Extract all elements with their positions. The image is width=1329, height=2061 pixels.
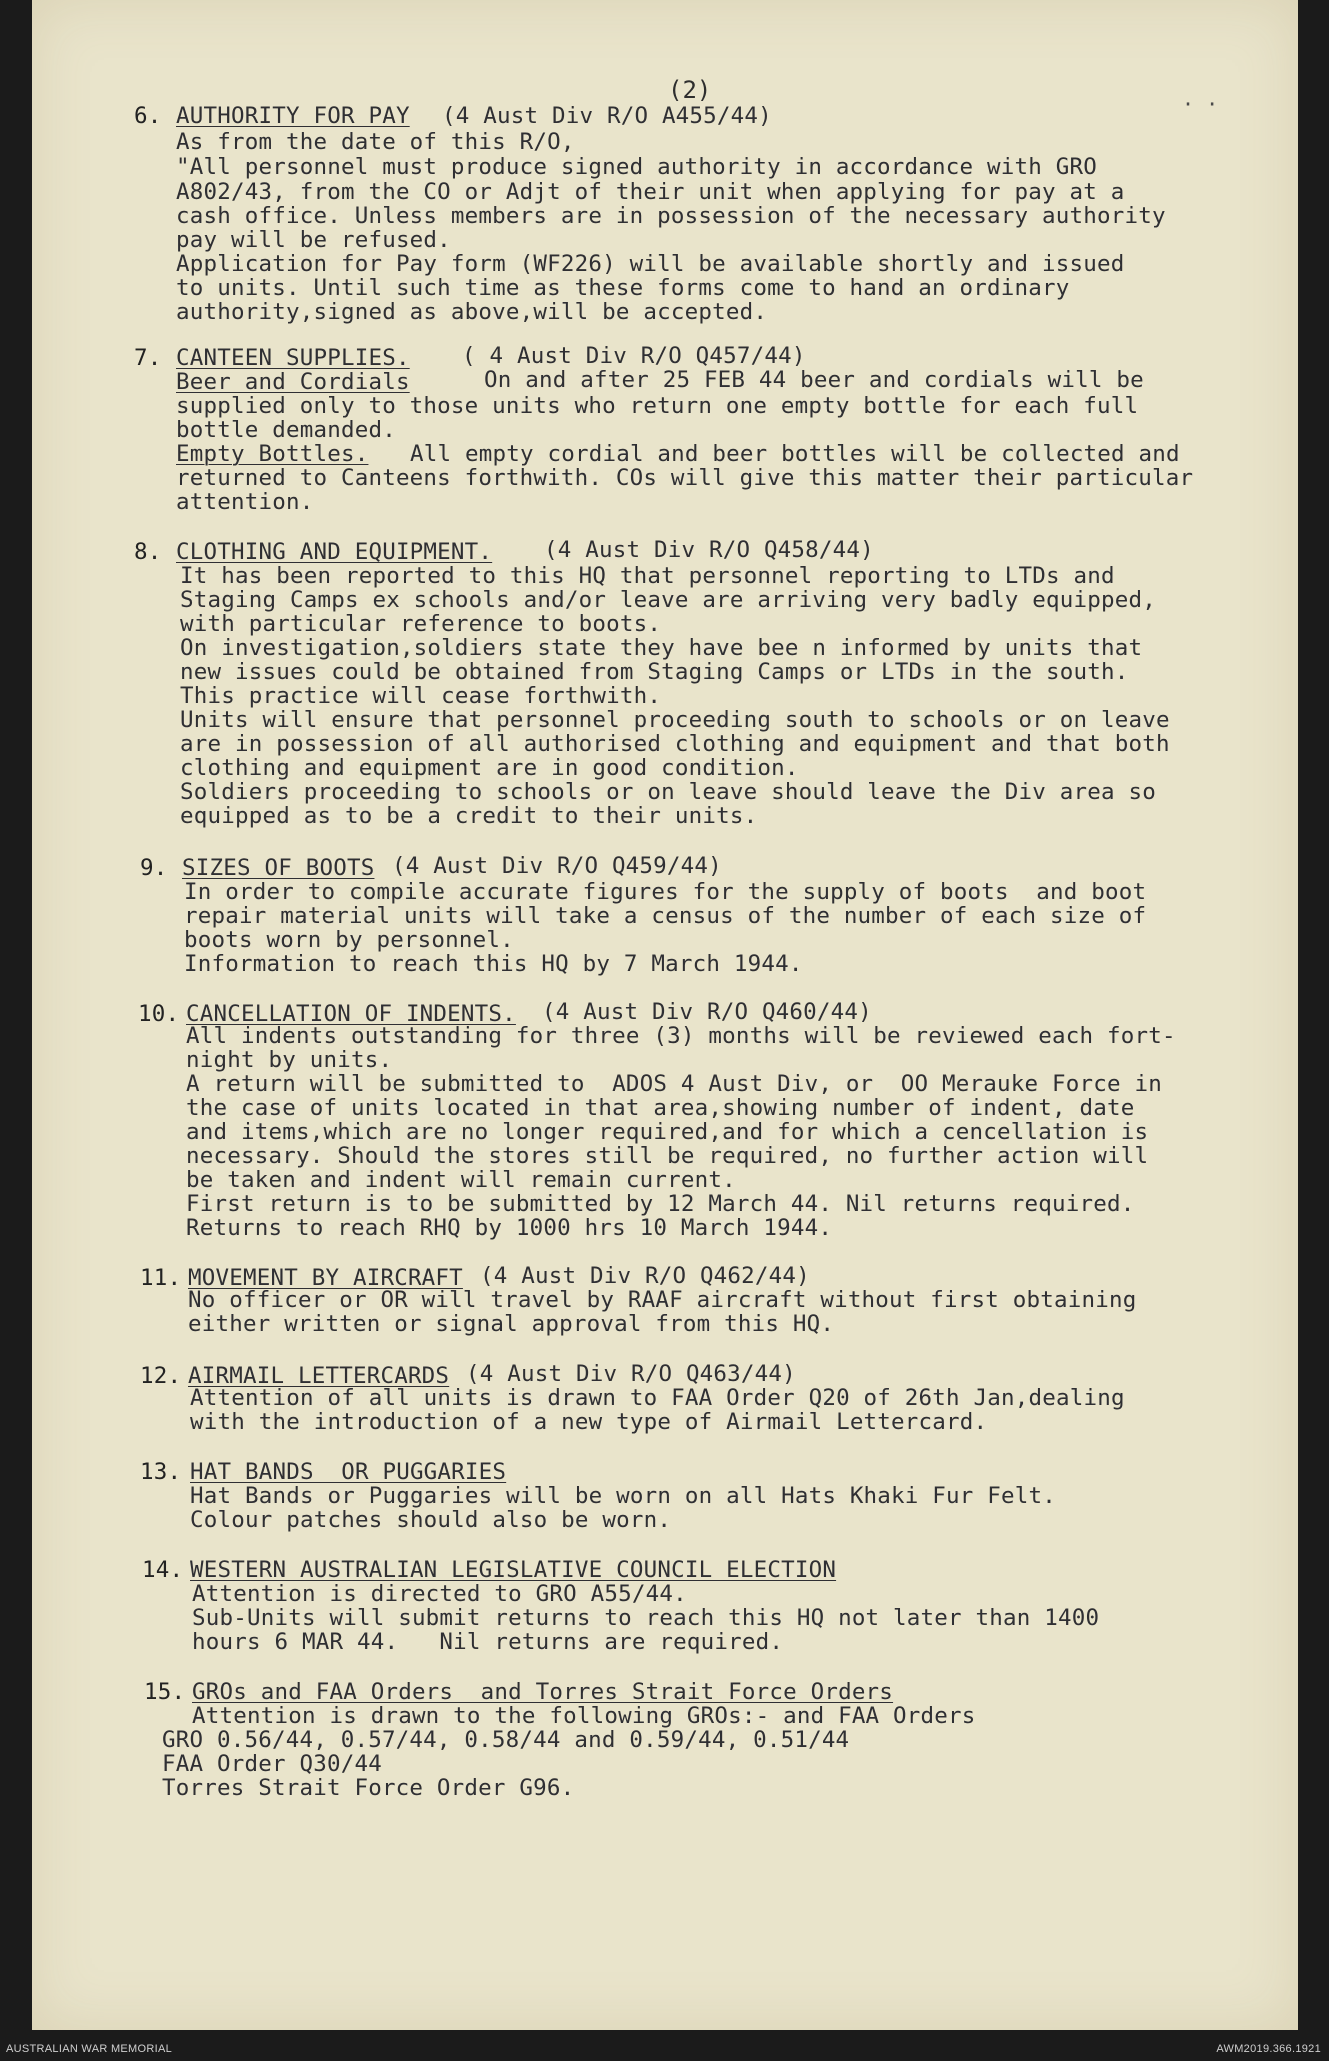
body-line: All empty cordial and beer bottles will be collected and bbox=[410, 441, 1180, 467]
section-heading: CANCELLATION OF INDENTS. bbox=[186, 1001, 516, 1027]
subheading: Empty Bottles. bbox=[176, 441, 369, 467]
body-line: In order to compile accurate figures for the supply of boots and boot bbox=[184, 879, 1147, 905]
section-number: 10. bbox=[138, 1001, 180, 1027]
section-heading: AIRMAIL LETTERCARDS bbox=[188, 1363, 450, 1389]
body-line: This practice will cease forthwith. bbox=[180, 683, 662, 709]
section-heading: CANTEEN SUPPLIES. bbox=[176, 345, 410, 371]
body-line: As from the date of this R/O, bbox=[176, 129, 575, 155]
document-page bbox=[32, 0, 1298, 2030]
body-line: boots worn by personnel. bbox=[184, 927, 514, 953]
body-line: bottle demanded. bbox=[176, 417, 396, 443]
page-number: (2) bbox=[668, 76, 712, 104]
section-ref: (4 Aust Div R/O Q459/44) bbox=[392, 853, 722, 879]
section-number: 12. bbox=[140, 1363, 182, 1389]
section-number: 7. bbox=[134, 345, 162, 371]
body-line: to units. Until such time as these forms come to hand an ordinary bbox=[176, 275, 1070, 301]
body-line: cash office. Unless members are in possession of the necessary authority bbox=[176, 203, 1166, 229]
section-ref: (4 Aust Div R/O Q458/44) bbox=[544, 537, 874, 563]
body-line: repair material units will take a census of the number of each size of bbox=[184, 903, 1147, 929]
body-line: It has been reported to this HQ that personnel reporting to LTDs and bbox=[180, 563, 1115, 589]
section-heading: WESTERN AUSTRALIAN LEGISLATIVE COUNCIL ELECTION bbox=[190, 1557, 837, 1583]
footer-accession: AWM2019.366.1921 bbox=[1216, 2043, 1321, 2055]
section-number: 11. bbox=[140, 1265, 182, 1291]
body-line: Soldiers proceeding to schools or on leave should leave the Div area so bbox=[180, 779, 1156, 805]
body-line: supplied only to those units who return one empty bottle for each full bbox=[176, 393, 1139, 419]
body-line: Attention is drawn to the following GROs:- and FAA Orders bbox=[192, 1703, 976, 1729]
body-line: Application for Pay form (WF226) will be available shortly and issued bbox=[176, 251, 1125, 277]
body-line: Information to reach this HQ by 7 March 1944. bbox=[184, 951, 803, 977]
subheading: Beer and Cordials bbox=[176, 369, 410, 395]
section-ref: (4 Aust Div R/O Q462/44) bbox=[480, 1263, 810, 1289]
body-line: Colour patches should also be worn. bbox=[190, 1507, 672, 1533]
body-line: On and after 25 FEB 44 beer and cordials will be bbox=[484, 367, 1144, 393]
body-line: Attention is directed to GRO A55/44. bbox=[192, 1581, 687, 1607]
section-heading: HAT BANDS OR PUGGARIES bbox=[190, 1459, 507, 1485]
body-line: new issues could be obtained from Staging Camps or LTDs in the south. bbox=[180, 659, 1129, 685]
body-line: pay will be refused. bbox=[176, 227, 451, 253]
body-line: GRO 0.56/44, 0.57/44, 0.58/44 and 0.59/44, 0.51/44 bbox=[162, 1727, 850, 1753]
body-line: attention. bbox=[176, 489, 314, 515]
body-line: are in possession of all authorised clothing and equipment and that both bbox=[180, 731, 1170, 757]
section-heading: SIZES OF BOOTS bbox=[182, 855, 375, 881]
section-number: 9. bbox=[140, 855, 168, 881]
body-line: with particular reference to boots. bbox=[180, 611, 662, 637]
body-line: returned to Canteens forthwith. COs will give this matter their particular bbox=[176, 465, 1194, 491]
section-number: 13. bbox=[140, 1459, 182, 1485]
body-line: Torres Strait Force Order G96. bbox=[162, 1775, 575, 1801]
body-line: A802/43, from the CO or Adjt of their unit when applying for pay at a bbox=[176, 179, 1125, 205]
body-line: "All personnel must produce signed authority in accordance with GRO bbox=[176, 154, 1097, 180]
section-heading: AUTHORITY FOR PAY bbox=[176, 103, 410, 129]
section-heading: GROs and FAA Orders and Torres Strait Force Orders bbox=[192, 1679, 894, 1705]
section-number: 15. bbox=[144, 1679, 186, 1705]
section-number: 8. bbox=[134, 539, 162, 565]
section-number: 6. bbox=[134, 103, 162, 129]
body-line: Staging Camps ex schools and/or leave are arriving very badly equipped, bbox=[180, 587, 1156, 613]
body-line: hours 6 MAR 44. Nil returns are required. bbox=[192, 1629, 784, 1655]
body-line: either written or signal approval from this HQ. bbox=[188, 1311, 835, 1337]
body-line: be taken and indent will remain current. bbox=[186, 1167, 736, 1193]
section-ref: ( 4 Aust Div R/O Q457/44) bbox=[462, 343, 806, 369]
body-line: Hat Bands or Puggaries will be worn on all Hats Khaki Fur Felt. bbox=[190, 1483, 1057, 1509]
body-line: First return is to be submitted by 12 March 44. Nil returns required. bbox=[186, 1191, 1135, 1217]
body-line: Sub-Units will submit returns to reach this HQ not later than 1400 bbox=[192, 1605, 1100, 1631]
body-line: All indents outstanding for three (3) months will be reviewed each fort- bbox=[186, 1023, 1176, 1049]
body-line: Units will ensure that personnel proceeding south to schools or on leave bbox=[180, 707, 1170, 733]
body-line: On investigation,soldiers state they have bee n informed by units that bbox=[180, 635, 1143, 661]
body-line: clothing and equipment are in good condition. bbox=[180, 755, 799, 781]
section-heading: CLOTHING AND EQUIPMENT. bbox=[176, 539, 493, 565]
corner-mark: · · bbox=[1182, 92, 1219, 116]
body-line: with the introduction of a new type of Airmail Lettercard. bbox=[190, 1409, 988, 1435]
section-heading: MOVEMENT BY AIRCRAFT bbox=[188, 1265, 463, 1291]
section-number: 14. bbox=[142, 1557, 184, 1583]
section-ref: (4 Aust Div R/O Q460/44) bbox=[542, 999, 872, 1025]
body-line: A return will be submitted to ADOS 4 Aust Div, or OO Merauke Force in bbox=[186, 1071, 1162, 1097]
section-ref: (4 Aust Div R/O A455/44) bbox=[442, 103, 772, 129]
body-line: and items,which are no longer required,and for which a cencellation is bbox=[186, 1119, 1149, 1145]
body-line: FAA Order Q30/44 bbox=[162, 1751, 382, 1777]
footer-source: AUSTRALIAN WAR MEMORIAL bbox=[6, 2043, 173, 2055]
body-line: authority,signed as above,will be accepted. bbox=[176, 299, 768, 325]
body-line: night by units. bbox=[186, 1047, 393, 1073]
body-line: equipped as to be a credit to their units. bbox=[180, 803, 758, 829]
body-line: Returns to reach RHQ by 1000 hrs 10 March 1944. bbox=[186, 1215, 833, 1241]
body-line: Attention of all units is drawn to FAA Order Q20 of 26th Jan,dealing bbox=[190, 1385, 1125, 1411]
body-line: necessary. Should the stores still be required, no further action will bbox=[186, 1143, 1149, 1169]
body-line: the case of units located in that area,showing number of indent, date bbox=[186, 1095, 1135, 1121]
section-ref: (4 Aust Div R/O Q463/44) bbox=[466, 1361, 796, 1387]
body-line: No officer or OR will travel by RAAF aircraft without first obtaining bbox=[188, 1287, 1137, 1313]
